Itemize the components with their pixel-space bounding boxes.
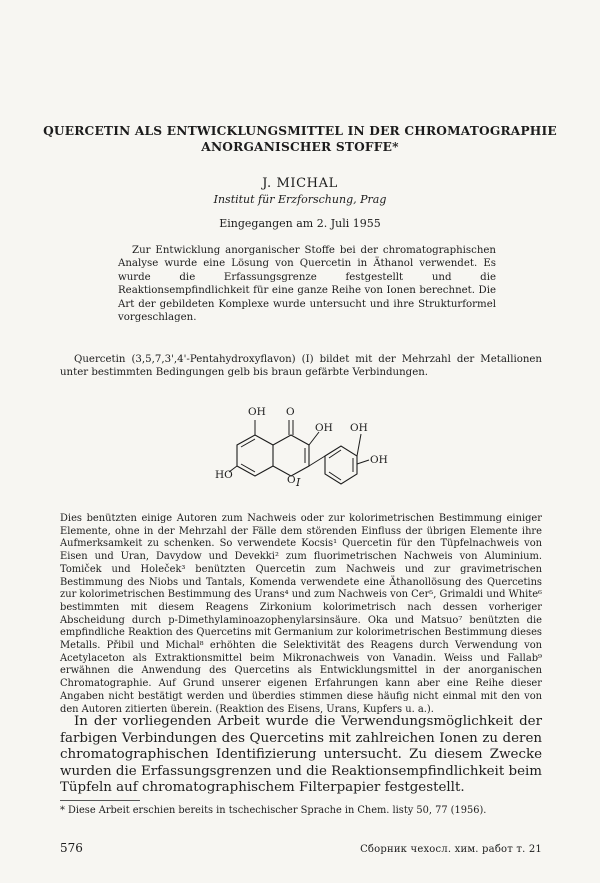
footnote: * Diese Arbeit erschien bereits in tschechischer Sprache in Chem. listy 50, 77 (1956).	[60, 805, 487, 816]
ring-c	[273, 435, 309, 476]
ring-b-double-bond-1	[329, 450, 341, 458]
ring-b-right-oh-bond	[357, 460, 369, 464]
body-paragraph-literature: Dies benützten einige Autoren zum Nachweis oder zur kolorimetrischen Bestimmung einiger Elemente, ohne in der Mehrzahl der Fälle dem störenden Einfluss der übrigen Elemente ihre Aufmerksamkeit zu schenken. So verwendete Kocsis¹ Quercetin für den Tüpfelnachweis von Eisen und Uran, Davydow und Devekki² zum fluorimetrischen Nachweis von Aluminium. Tomiček und Holeček³ benützten Quercetin zum Nachweis und zur gravimetrischen Bestimmung des Niobs und Tantals, Komenda verwendete eine Äthanollösung des Quercetins zur kolorimetrischen Bestimmung des Urans⁴ und zum Nachweis von Cer⁵, Grimaldi und White⁶ bestimmten mit diesem Reagens Zirkonium kolorimetrisch nach dessen vorheriger Abscheidung durch p-Dimethylaminoazophenylarsinsäure. Oka und Matsuo⁷ benützten die empfindliche Reaktion des Quercetins mit Germanium zur kolorimetrischen Bestimmung dieses Metalls. Přibil und Michal⁸ erhöhten die Selektivität des Reagens durch Verwendung von Acetylaceton als Extraktionsmittel beim Mikronachweis von Vanadin. Weiss und Fallab⁹ erwähnen die Anwendung des Quercetins als Entwicklungsmittel in der anorganischen Chromatographie. Auf Grund unserer eigenen Erfahrungen kann aber eine Reihe dieser Angaben nicht bestätigt werden und überdies stimmen diese häufig nicht einmal mit den von den Autoren zitierten überein. (Reaktion des Eisens, Urans, Kupfers u. a.).	[60, 513, 542, 715]
body-paragraph-aim: In der vorliegenden Arbeit wurde die Verwendungsmöglichkeit der farbigen Verbindungen des Quercetins mit zahlreichen Ionen zu deren chromatographischen Identifizierung untersucht. Zu diesem Zwecke wurden die Erfassungsgrenzen und die Reaktionsempfindlichkeit beim Tüpfeln auf chromatographischem Filterpapier festgestellt.	[60, 714, 542, 795]
ring-b-link	[309, 456, 325, 466]
ring-a-double-bond-2	[241, 464, 255, 472]
ring-a-double-bond-1	[241, 439, 255, 447]
article-title	[40, 123, 560, 155]
label-c5-oh: OH	[248, 406, 266, 418]
abstract: Zur Entwicklung anorganischer Stoffe bei der chromatographischen Analyse wurde eine Lösung von Quercetin in Äthanol verwendet. Es wurde die Erfassungsgrenze festgestellt und die Reaktionsempfindlichkeit für eine ganze Reihe von Ionen berechnet. Die Art der gebildeten Komplexe wurde untersucht und ihre Strukturformel vorgeschlagen.	[118, 245, 496, 324]
ring-b	[325, 446, 357, 484]
page-number: 576	[60, 841, 83, 855]
title-line-1: QUERCETIN ALS ENTWICKLUNGSMITTEL IN DER CHROMATOGRAPHIE	[43, 124, 557, 138]
page-footer	[60, 841, 542, 855]
ring-b-top-oh-bond	[357, 434, 361, 456]
label-ring-b-top-oh: OH	[350, 422, 368, 434]
intro-paragraph: Quercetin (3,5,7,3',4'-Pentahydroxyflavon) (I) bildet mit der Mehrzahl der Metallionen unter bestimmten Bedingungen gelb bis braun gefärbte Verbindungen.	[60, 354, 542, 379]
ring-b-double-bond-3	[329, 472, 341, 480]
label-carbonyl-o: O	[286, 406, 295, 418]
received-date: Eingegangen am 2. Juli 1955	[219, 217, 381, 230]
footnote-divider	[60, 800, 140, 801]
label-ring-b-right-oh: OH	[370, 454, 388, 466]
author-name: J. MICHAL	[262, 176, 338, 191]
journal-reference: Сборник чехосл. хим. работ т. 21	[360, 844, 542, 855]
author-affiliation: Institut für Erzforschung, Prag	[213, 193, 387, 206]
title-line-2: ANORGANISCHER STOFFE*	[201, 140, 399, 154]
label-c7-oh: HO	[215, 469, 233, 481]
compound-label: I	[296, 476, 301, 489]
quercetin-structure-diagram	[215, 398, 395, 508]
label-c3-oh: OH	[315, 422, 333, 434]
ring-a	[237, 435, 273, 476]
label-ring-oxygen: O	[287, 474, 296, 486]
